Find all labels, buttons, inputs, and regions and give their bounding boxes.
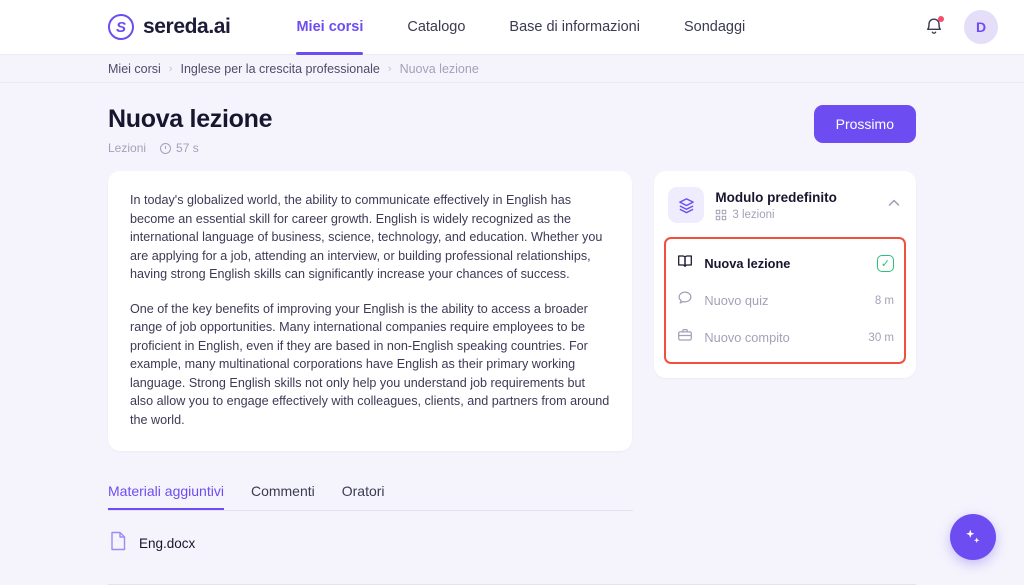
book-icon — [676, 252, 694, 275]
module-title: Modulo predefinito — [715, 189, 837, 205]
list-item-label: Nuovo compito — [704, 330, 790, 345]
module-header[interactable] — [654, 171, 916, 237]
notification-badge — [938, 16, 944, 22]
top-navigation-bar — [0, 0, 1024, 55]
main-nav — [296, 0, 745, 55]
list-item-label: Nuovo quiz — [704, 293, 769, 308]
clock-icon — [160, 143, 171, 154]
task-icon — [676, 326, 694, 349]
lesson-paragraph-2: One of the key benefits of improving your English is the ability to access a broader range of job opportunities. Many international companies require employees to be proficient in English, even if they are based in non-English speaking countries. For example, many multinational corporations have English as their primary working language. Strong English skills not only help you understand job requirements but also allow you to engage effectively with colleagues, clients, and partners from around the world. — [130, 301, 610, 427]
doc-icon — [108, 530, 128, 557]
tabs-divider — [108, 510, 633, 511]
lesson-meta — [108, 141, 272, 155]
sparkle-icon — [962, 526, 984, 548]
content-columns — [108, 171, 916, 451]
module-card — [654, 171, 916, 378]
nav-item-catalogo[interactable]: Catalogo — [407, 19, 466, 35]
lesson-text-card — [108, 171, 632, 451]
lesson-paragraph-1: In today's globalized world, the ability to communicate effectively in English has become an essential skill for career growth. English is widely recognized as the international language of business, science, technology, and education. Whether you are applying for a job, attending an interview, or building professional relationships, having strong English skills can significantly increase your chances of success. — [130, 193, 603, 281]
breadcrumb — [0, 55, 1024, 83]
list-item-duration: 8 m — [874, 294, 894, 307]
topbar-right-actions — [924, 10, 998, 44]
page-header — [108, 105, 916, 155]
content-tabs — [108, 483, 916, 510]
breadcrumb-item-courses[interactable]: Miei corsi — [108, 61, 161, 76]
list-item[interactable] — [666, 245, 904, 282]
list-item-status — [877, 255, 894, 272]
breadcrumb-separator: › — [168, 62, 173, 75]
breadcrumb-item-course[interactable]: Inglese per la crescita professionale — [180, 61, 380, 76]
module-lessons-list — [664, 237, 906, 364]
page-title: Nuova lezione — [108, 105, 273, 133]
attachment-name: Eng.docx — [139, 536, 196, 551]
list-item[interactable] — [666, 319, 904, 356]
list-item[interactable] — [666, 282, 904, 319]
attachment-item[interactable] — [108, 530, 916, 557]
breadcrumb-item-current: Nuova lezione — [399, 61, 479, 76]
check-icon: ✓ — [877, 255, 894, 272]
tab-oratori[interactable]: Oratori — [341, 483, 385, 499]
quiz-icon — [676, 289, 694, 312]
module-lessons-count — [715, 209, 836, 221]
grid-icon — [715, 209, 727, 221]
sereda-logo-icon: S — [108, 14, 134, 40]
ai-assistant-button[interactable] — [950, 514, 996, 560]
bell-icon[interactable] — [924, 16, 944, 38]
chevron-up-icon[interactable] — [886, 195, 902, 216]
brand-name: sereda.ai — [143, 15, 231, 38]
nav-item-base-di-informazioni[interactable]: Base di informazioni — [509, 19, 640, 35]
layers-icon — [668, 187, 704, 223]
list-item-label: Nuova lezione — [704, 256, 791, 271]
lesson-type-label: Lezioni — [108, 141, 147, 155]
lesson-duration — [160, 141, 199, 155]
module-lessons-count-label: 3 lezioni — [732, 208, 775, 221]
nav-item-miei-corsi[interactable]: Miei corsi — [296, 0, 363, 55]
tab-materiali-aggiuntivi[interactable]: Materiali aggiuntivi — [108, 483, 224, 510]
lesson-duration-value: 57 s — [176, 141, 199, 155]
list-item-duration: 30 m — [868, 331, 894, 344]
avatar[interactable]: D — [964, 10, 998, 44]
main-content — [0, 83, 1024, 557]
nav-item-sondaggi[interactable]: Sondaggi — [683, 19, 746, 35]
brand-logo[interactable] — [108, 14, 230, 40]
next-button[interactable]: Prossimo — [814, 105, 916, 143]
tab-commenti[interactable]: Commenti — [250, 483, 315, 499]
breadcrumb-separator: › — [387, 62, 392, 75]
